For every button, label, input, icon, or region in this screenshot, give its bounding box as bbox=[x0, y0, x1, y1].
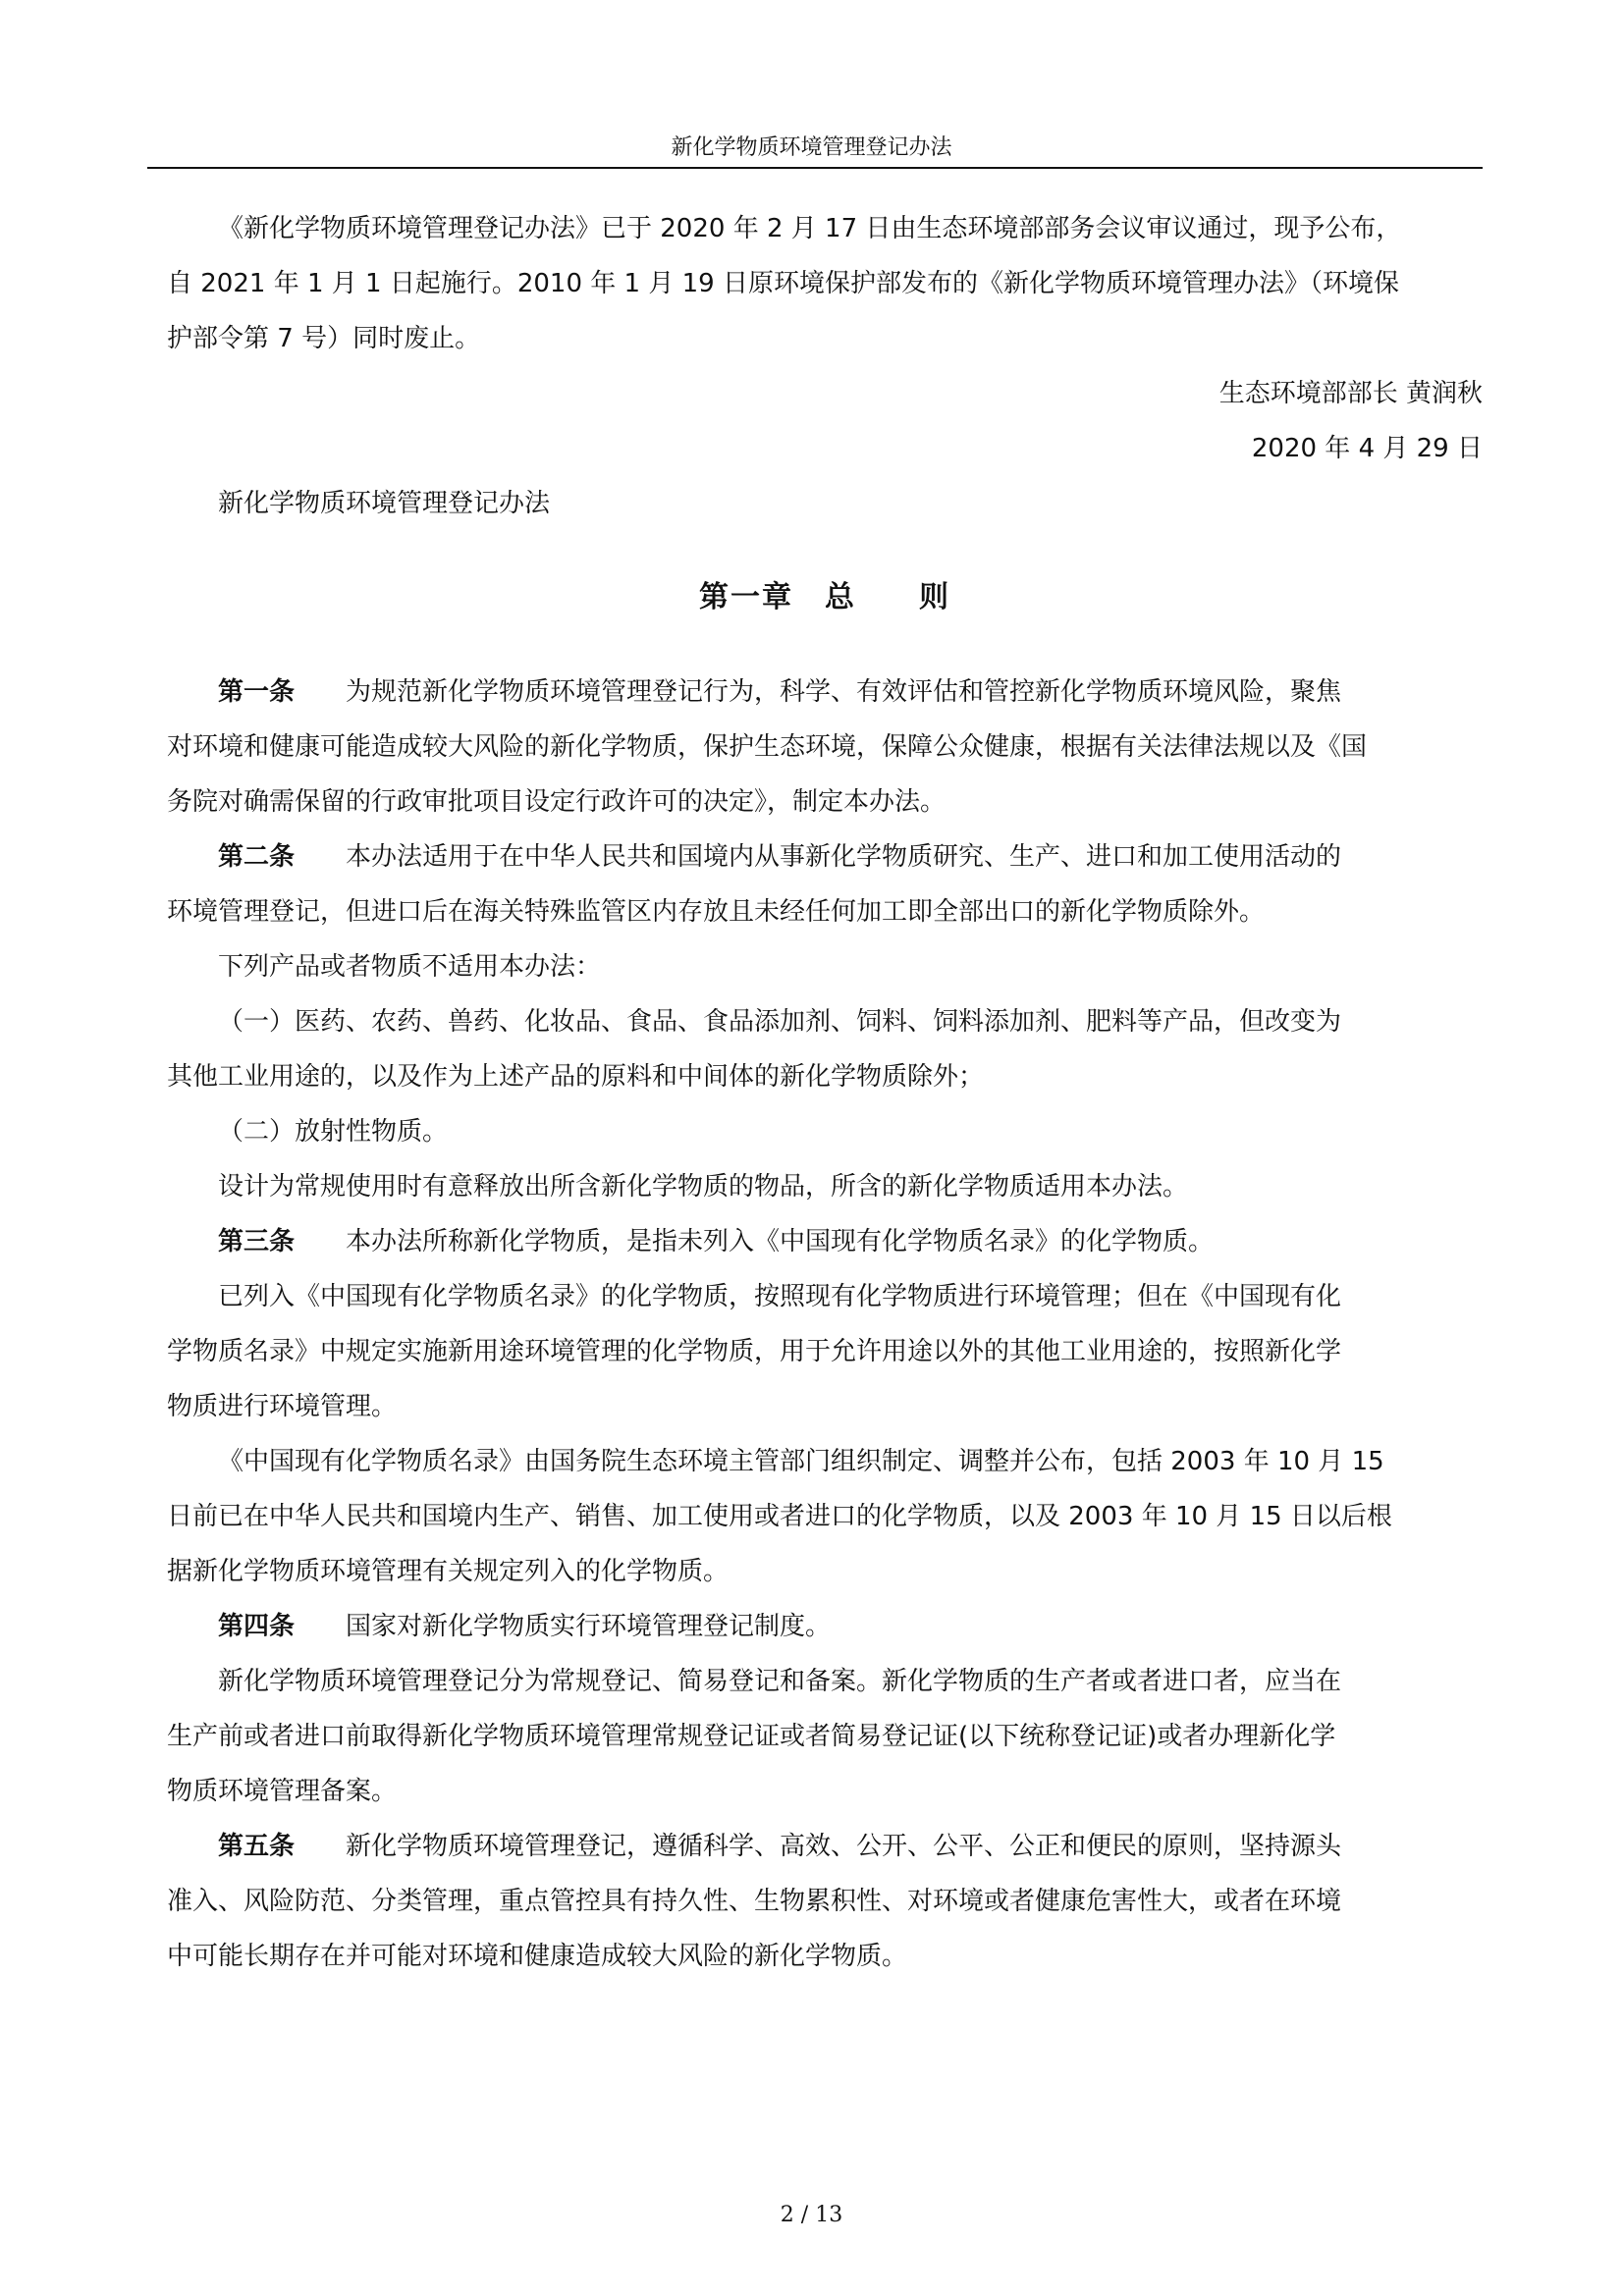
preamble-line-3: 护部令第 7 号）同时废止。 bbox=[167, 324, 481, 353]
document-body bbox=[167, 201, 1483, 1984]
article-3-text: 本办法所称新化学物质，是指未列入《中国现有化学物质名录》的化学物质。 bbox=[346, 1227, 1215, 1256]
preamble-paragraph bbox=[167, 201, 1483, 366]
article-4 bbox=[167, 1599, 1483, 1654]
article-3-p2-line-2: 学物质名录》中规定实施新用途环境管理的化学物质，用于允许用途以外的其他工业用途的，按照新化学 bbox=[167, 1337, 1342, 1366]
article-4-p2-line-3: 物质环境管理备案。 bbox=[167, 1777, 398, 1806]
article-4-paragraph-2 bbox=[167, 1654, 1483, 1819]
preamble-line-1: 《新化学物质环境管理登记办法》已于 2020 年 2 月 17 日由生态环境部部务会议审议通过，现予公布， bbox=[218, 214, 1402, 243]
article-2-item-1 bbox=[167, 994, 1483, 1104]
article-2 bbox=[167, 829, 1483, 939]
signature: 生态环境部部长 黄润秋 bbox=[1218, 379, 1483, 408]
article-4-text: 国家对新化学物质实行环境管理登记制度。 bbox=[346, 1612, 832, 1641]
article-4-p2-line-1: 新化学物质环境管理登记分为常规登记、简易登记和备案。新化学物质的生产者或者进口者，应当在 bbox=[218, 1667, 1342, 1696]
article-1-line-1: 为规范新化学物质环境管理登记行为，科学、有效评估和管控新化学物质环境风险，聚焦 bbox=[346, 677, 1342, 707]
article-2-line-2: 环境管理登记，但进口后在海关特殊监管区内存放且未经任何加工即全部出口的新化学物质除外。 bbox=[167, 897, 1266, 927]
article-3 bbox=[167, 1214, 1483, 1269]
article-2-item-1-line-2: 其他工业用途的，以及作为上述产品的原料和中间体的新化学物质除外； bbox=[167, 1062, 985, 1092]
article-2-label: 第二条 bbox=[218, 842, 296, 872]
article-4-label: 第四条 bbox=[218, 1612, 296, 1641]
article-3-paragraph-2 bbox=[167, 1269, 1483, 1434]
chapter-heading: 第一章 总 则 bbox=[699, 580, 950, 614]
article-3-p2-line-3: 物质进行环境管理。 bbox=[167, 1392, 398, 1421]
article-5-line-3: 中可能长期存在并可能对环境和健康造成较大风险的新化学物质。 bbox=[167, 1942, 908, 1971]
article-5-label: 第五条 bbox=[218, 1832, 296, 1861]
page-number: 2 / 13 bbox=[780, 2203, 843, 2227]
header-rule bbox=[147, 167, 1483, 169]
page-header-title: 新化学物质环境管理登记办法 bbox=[671, 135, 952, 160]
article-2-item-1-line-1: （一）医药、农药、兽药、化妆品、食品、食品添加剂、饲料、饲料添加剂、肥料等产品，但改变为 bbox=[218, 1007, 1342, 1037]
article-2-paragraph-3: 设计为常规使用时有意释放出所含新化学物质的物品，所含的新化学物质适用本办法。 bbox=[218, 1172, 1189, 1201]
article-2-line-1: 本办法适用于在中华人民共和国境内从事新化学物质研究、生产、进口和加工使用活动的 bbox=[346, 842, 1342, 872]
article-3-p3-line-1: 《中国现有化学物质名录》由国务院生态环境主管部门组织制定、调整并公布，包括 2003 年 10 月 15 bbox=[218, 1447, 1384, 1476]
article-2-item-2: （二）放射性物质。 bbox=[218, 1117, 449, 1147]
article-3-p3-line-2: 日前已在中华人民共和国境内生产、销售、加工使用或者进口的化学物质，以及 2003 年 10 月 15 日以后根 bbox=[167, 1502, 1392, 1531]
article-5 bbox=[167, 1819, 1483, 1984]
signature-date: 2020 年 4 月 29 日 bbox=[1251, 434, 1483, 463]
article-1-line-3: 务院对确需保留的行政审批项目设定行政许可的决定》，制定本办法。 bbox=[167, 787, 947, 817]
article-5-line-1: 新化学物质环境管理登记，遵循科学、高效、公开、公平、公正和便民的原则，坚持源头 bbox=[346, 1832, 1342, 1861]
article-3-label: 第三条 bbox=[218, 1227, 296, 1256]
article-1-label: 第一条 bbox=[218, 677, 296, 707]
article-1-line-2: 对环境和健康可能造成较大风险的新化学物质，保护生态环境，保障公众健康，根据有关法律法规以及《国 bbox=[167, 732, 1368, 762]
preamble-line-2: 自 2021 年 1 月 1 日起施行。2010 年 1 月 19 日原环境保护部发布的《新化学物质环境管理办法》（环境保 bbox=[167, 269, 1399, 298]
article-3-p2-line-1: 已列入《中国现有化学物质名录》的化学物质，按照现有化学物质进行环境管理；但在《中国现有化 bbox=[218, 1282, 1342, 1311]
article-1 bbox=[167, 665, 1483, 829]
article-3-paragraph-3 bbox=[167, 1434, 1483, 1599]
document-title: 新化学物质环境管理登记办法 bbox=[218, 489, 551, 518]
article-3-p3-line-3: 据新化学物质环境管理有关规定列入的化学物质。 bbox=[167, 1557, 730, 1586]
article-4-p2-line-2: 生产前或者进口前取得新化学物质环境管理常规登记证或者简易登记证(以下统称登记证)或者办理新化学 bbox=[167, 1722, 1336, 1751]
article-2-paragraph-2: 下列产品或者物质不适用本办法： bbox=[218, 952, 602, 982]
article-5-line-2: 准入、风险防范、分类管理，重点管控具有持久性、生物累积性、对环境或者健康危害性大，或者在环境 bbox=[167, 1887, 1342, 1916]
